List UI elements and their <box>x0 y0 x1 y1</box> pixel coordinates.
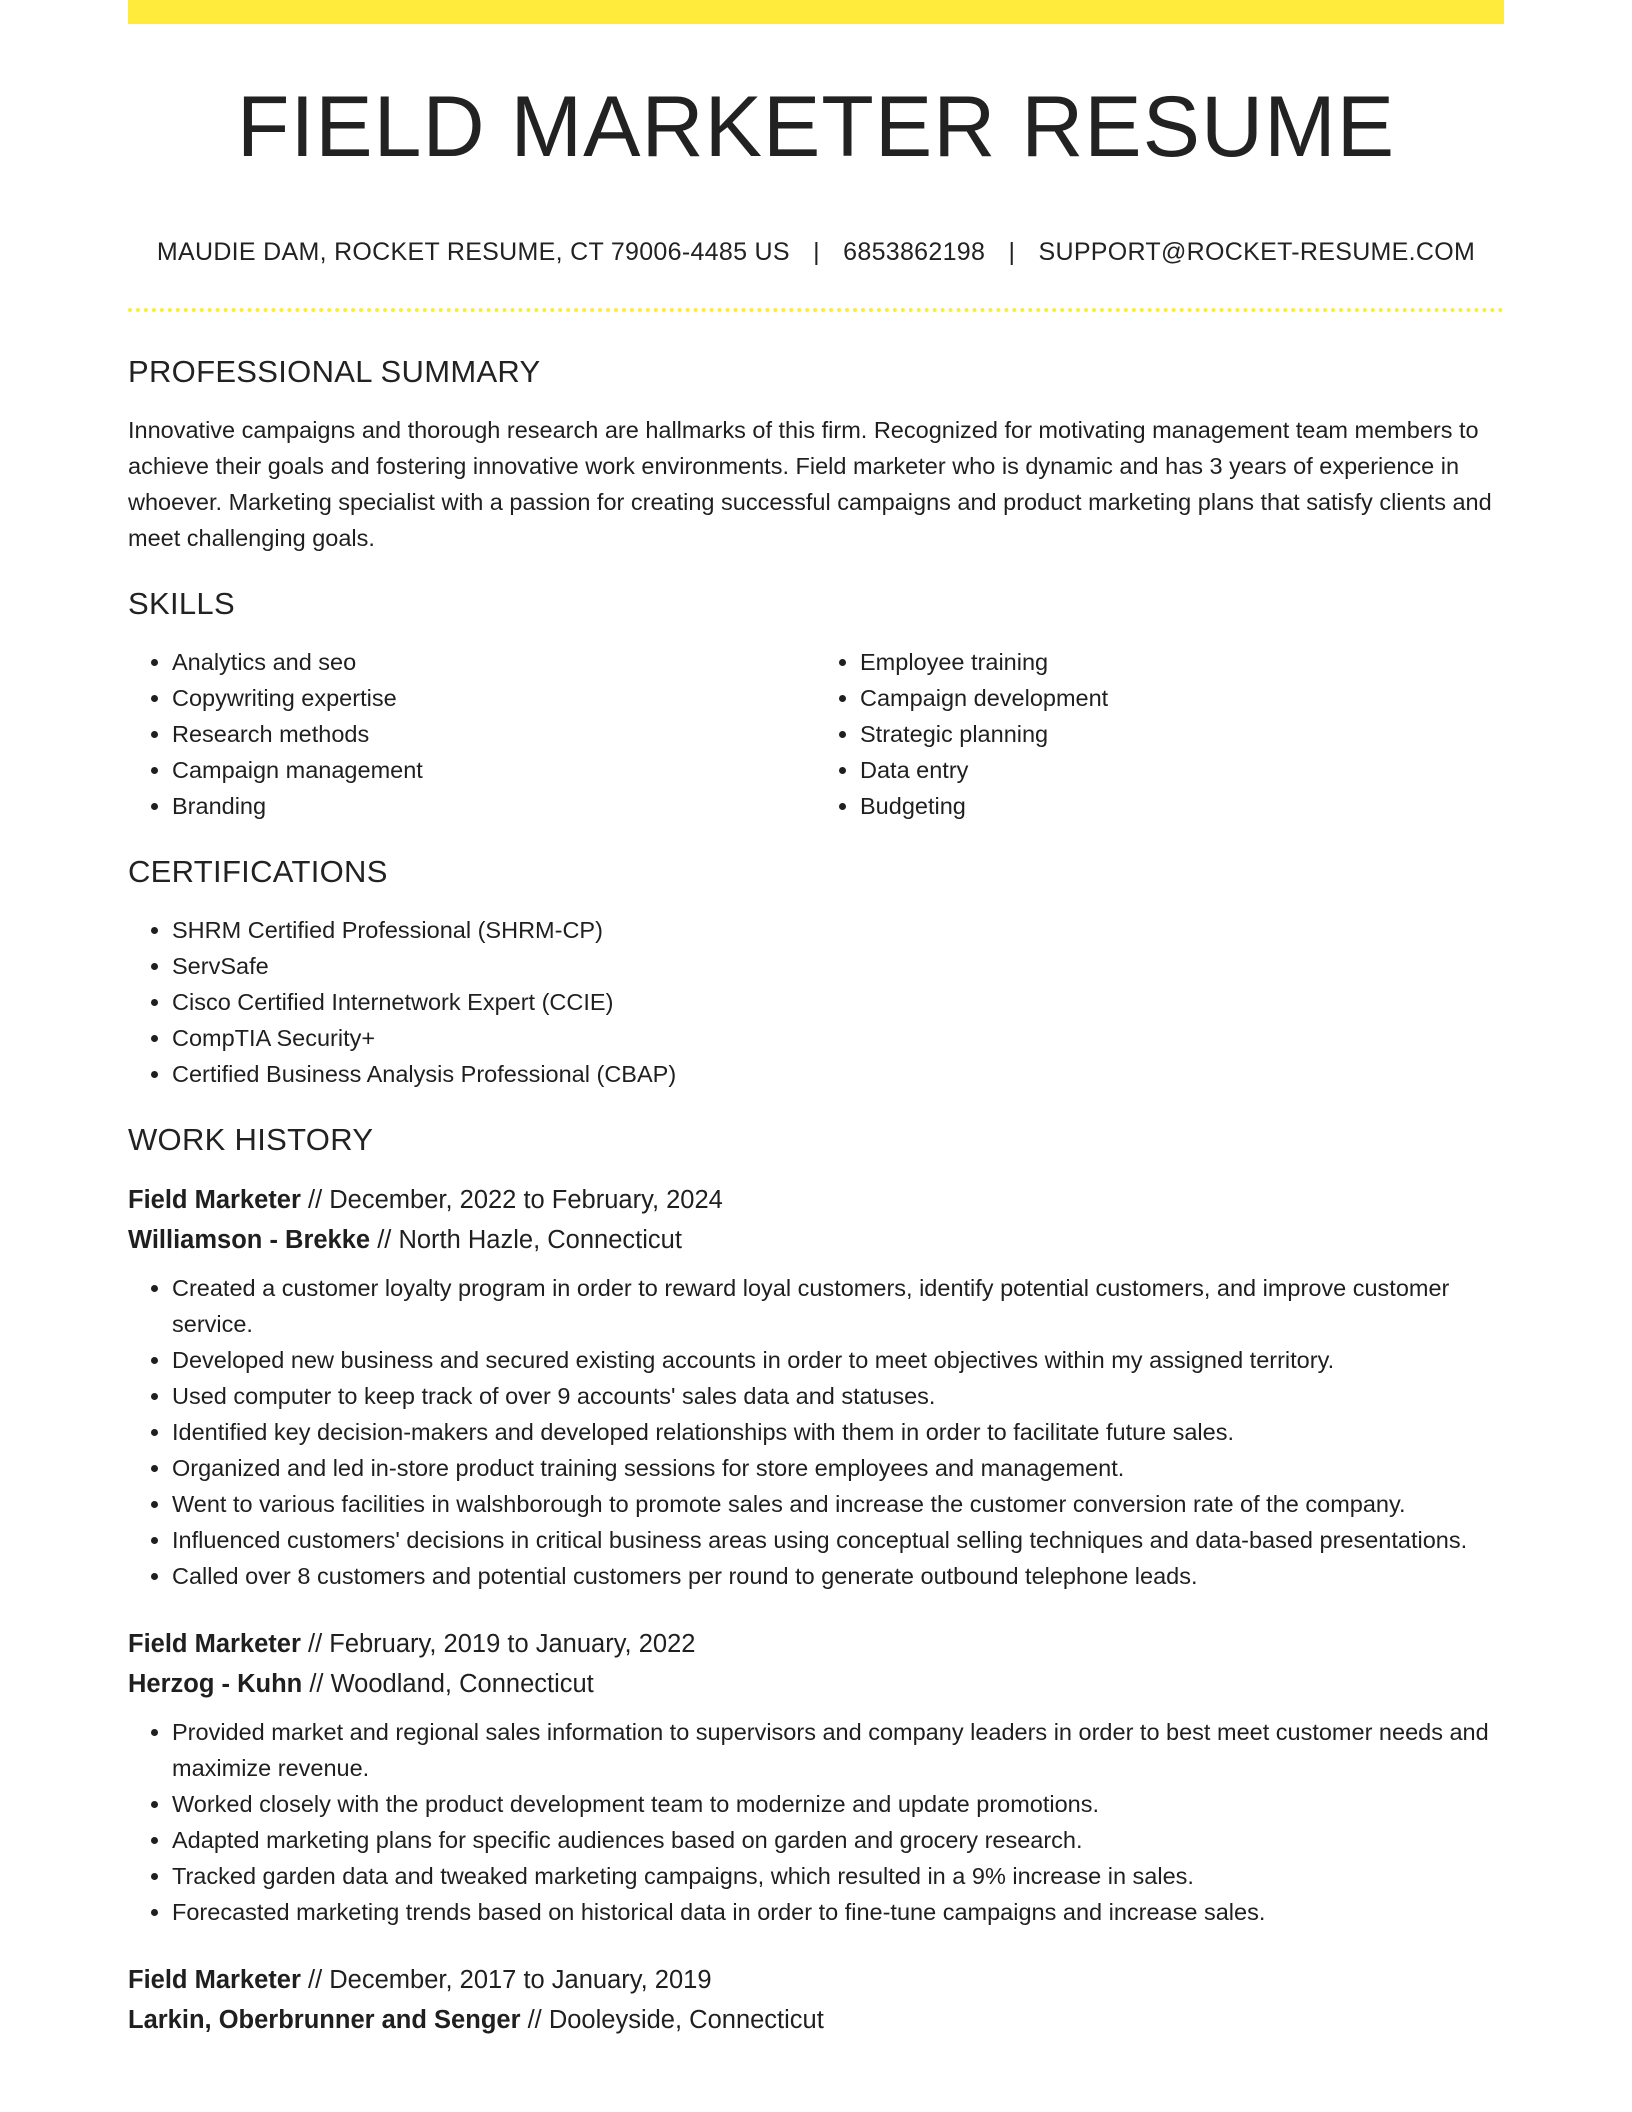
skill-item: • Campaign management <box>172 752 816 788</box>
contact-address: MAUDIE DAM, ROCKET RESUME, CT 79006-4485 US <box>156 238 790 266</box>
work-history-heading: WORK HISTORY <box>128 1122 374 1157</box>
skills-section <box>128 586 1504 824</box>
job-bullet: • Used computer to keep track of over 9 accounts' sales data and statuses. <box>172 1378 1504 1414</box>
job-dates: // December, 2022 to February, 2024 <box>300 1186 723 1214</box>
skill-item: • Research methods <box>172 716 816 752</box>
job-bullet: • Adapted marketing plans for specific audiences based on garden and grocery research. <box>172 1822 1504 1858</box>
job-company-line <box>128 1220 1504 1260</box>
job-title-line <box>128 1960 1504 2000</box>
job-location: // Dooleyside, Connecticut <box>520 2006 824 2034</box>
certifications-list <box>128 912 1504 1092</box>
job-bullet: • Organized and led in-store product training sessions for store employees and management. <box>172 1450 1504 1486</box>
job-bullet: • Identified key decision-makers and developed relationships with them in order to facilitate future sales. <box>172 1414 1504 1450</box>
skill-item: • Analytics and seo <box>172 644 816 680</box>
job-bullet: • Developed new business and secured existing accounts in order to meet objectives within my assigned territory. <box>172 1342 1504 1378</box>
skills-heading: SKILLS <box>128 586 235 621</box>
job-bullets <box>128 1714 1504 1930</box>
job-bullets <box>128 1270 1504 1594</box>
certification-item: • CompTIA Security+ <box>172 1020 1504 1056</box>
skill-item: • Copywriting expertise <box>172 680 816 716</box>
certification-item: • SHRM Certified Professional (SHRM-CP) <box>172 912 1504 948</box>
job-bullet: • Provided market and regional sales information to supervisors and company leaders in order to best meet customer needs and maximize revenue. <box>172 1714 1504 1786</box>
contact-email: SUPPORT@ROCKET-RESUME.COM <box>1038 238 1476 266</box>
skills-list-right <box>816 644 1504 824</box>
job-company: Herzog - Kuhn <box>128 1670 303 1698</box>
job-entry <box>128 1624 1504 1930</box>
job-title: Field Marketer <box>128 1966 301 1994</box>
job-dates: // February, 2019 to January, 2022 <box>300 1630 696 1658</box>
summary-text: Innovative campaigns and thorough research are hallmarks of this firm. Recognized for motivating management team members to achieve their goals and fostering innovative work environments. Field marketer who is dynamic and has 3 years of experience in whoever. Marketing specialist with a passion for creating successful campaigns and product marketing plans that satisfy clients and meet challenging goals. <box>128 417 1492 551</box>
job-dates: // December, 2017 to January, 2019 <box>300 1966 712 1994</box>
job-bullet: • Went to various facilities in walshborough to promote sales and increase the customer conversion rate of the company. <box>172 1486 1504 1522</box>
job-company: Larkin, Oberbrunner and Senger <box>128 2006 521 2034</box>
summary-heading: PROFESSIONAL SUMMARY <box>128 354 541 389</box>
skill-item: • Data entry <box>860 752 1504 788</box>
contact-phone: 6853862198 <box>843 238 986 266</box>
job-bullet: • Forecasted marketing trends based on historical data in order to fine-tune campaigns and increase sales. <box>172 1894 1504 1930</box>
dotted-divider <box>128 308 1504 312</box>
skill-item: • Branding <box>172 788 816 824</box>
job-location: // North Hazle, Connecticut <box>370 1226 682 1254</box>
skills-list-left <box>128 644 816 824</box>
job-company-line <box>128 1664 1504 1704</box>
job-bullet: • Created a customer loyalty program in order to reward loyal customers, identify potential customers, and improve customer service. <box>172 1270 1504 1342</box>
job-bullet: • Influenced customers' decisions in critical business areas using conceptual selling techniques and data-based presentations. <box>172 1522 1504 1558</box>
skill-item: • Strategic planning <box>860 716 1504 752</box>
job-bullet: • Worked closely with the product development team to modernize and update promotions. <box>172 1786 1504 1822</box>
certifications-section <box>128 854 1504 1092</box>
job-company-line <box>128 2000 1504 2040</box>
job-bullet: • Tracked garden data and tweaked marketing campaigns, which resulted in a 9% increase in sales. <box>172 1858 1504 1894</box>
skills-columns <box>128 644 1504 824</box>
job-company: Williamson - Brekke <box>128 1226 371 1254</box>
job-entry <box>128 1960 1504 2040</box>
job-entry <box>128 1180 1504 1594</box>
certifications-heading: CERTIFICATIONS <box>128 854 388 889</box>
job-title-line <box>128 1180 1504 1220</box>
certification-item: • Certified Business Analysis Professional (CBAP) <box>172 1056 1504 1092</box>
accent-top-bar <box>128 0 1504 24</box>
contact-line <box>0 238 1632 267</box>
job-location: // Woodland, Connecticut <box>302 1670 594 1698</box>
skill-item: • Budgeting <box>860 788 1504 824</box>
skill-item: • Employee training <box>860 644 1504 680</box>
job-title-line <box>128 1624 1504 1664</box>
job-title: Field Marketer <box>128 1186 301 1214</box>
page-title: FIELD MARKETER RESUME <box>236 79 1396 175</box>
job-bullet: • Called over 8 customers and potential customers per round to generate outbound telephone leads. <box>172 1558 1504 1594</box>
job-title: Field Marketer <box>128 1630 301 1658</box>
certification-item: • Cisco Certified Internetwork Expert (CCIE) <box>172 984 1504 1020</box>
certification-item: • ServSafe <box>172 948 1504 984</box>
work-history-section <box>128 1122 1504 2040</box>
resume-content <box>128 354 1504 2070</box>
summary-section <box>128 354 1504 556</box>
contact-separator: | <box>1008 238 1016 266</box>
skill-item: • Campaign development <box>860 680 1504 716</box>
contact-separator: | <box>813 238 820 266</box>
